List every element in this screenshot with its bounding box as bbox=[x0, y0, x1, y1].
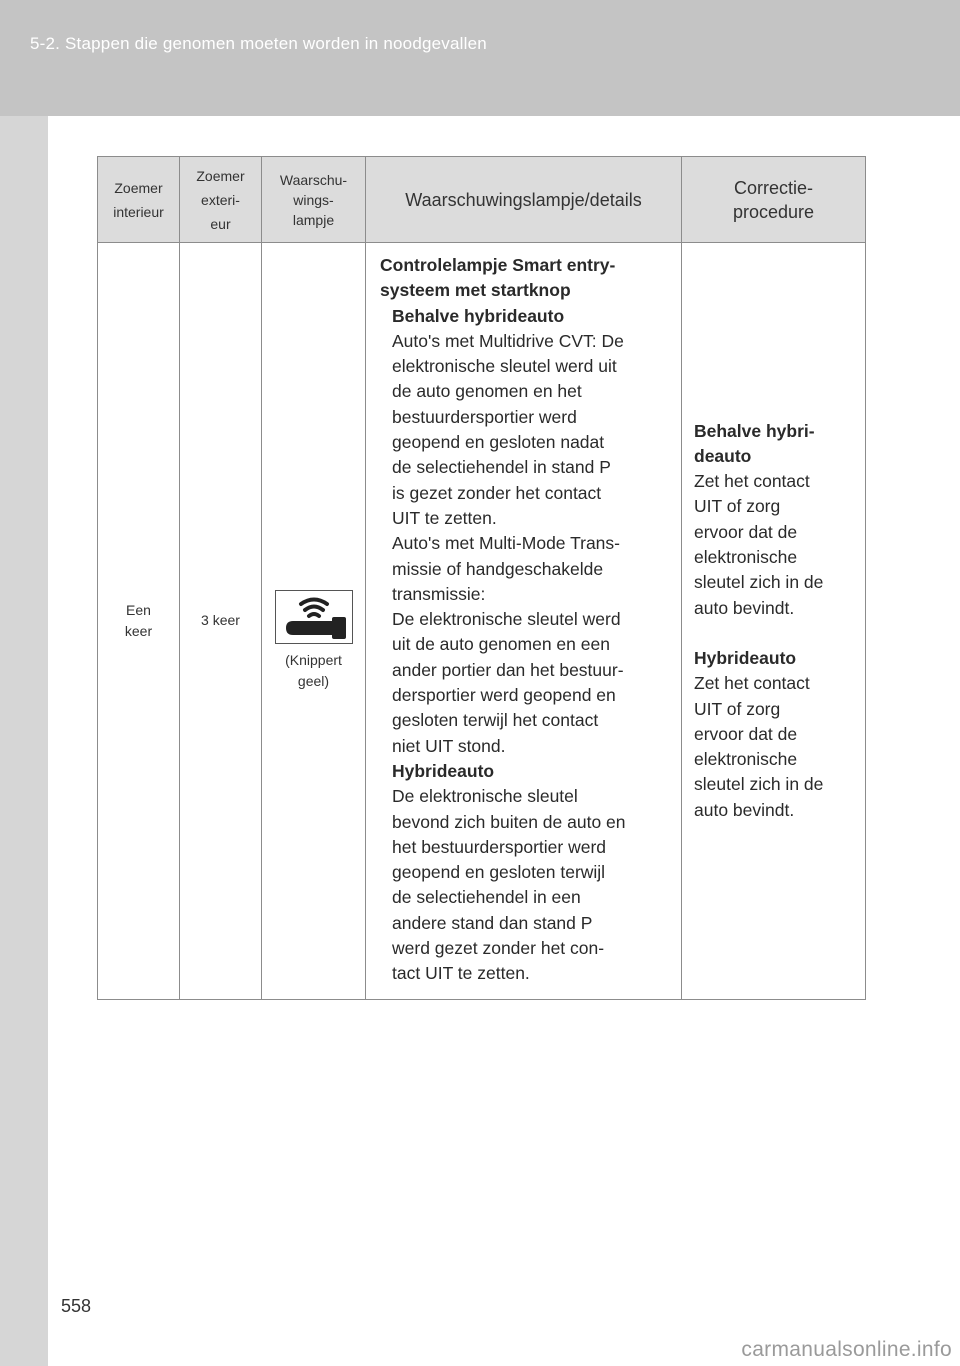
correction-line: ervoor dat de bbox=[694, 521, 798, 542]
correction-line: UIT of zorg bbox=[694, 698, 781, 719]
cell-line: 3 keer bbox=[201, 612, 240, 629]
correction-heading: Behalve hybri- bbox=[694, 420, 815, 441]
details-line: ander portier dan het bestuur- bbox=[392, 659, 624, 680]
details-line: tact UIT te zetten. bbox=[392, 963, 530, 984]
details-line: dersportier werd geopend en bbox=[392, 685, 616, 706]
details-subheading: Hybrideauto bbox=[392, 760, 495, 781]
header-correction bbox=[682, 157, 866, 243]
header-line: exteri- bbox=[201, 191, 240, 208]
interior-buzzer-cell bbox=[98, 243, 180, 1000]
header-line: eur bbox=[210, 215, 231, 232]
header-line: lampje bbox=[292, 211, 335, 228]
details-line: de selectiehendel in stand P bbox=[392, 457, 611, 478]
details-line: transmissie: bbox=[392, 583, 486, 604]
details-line: UIT te zetten. bbox=[392, 507, 497, 528]
details-section-hybrid bbox=[380, 759, 673, 987]
side-band bbox=[0, 116, 48, 1366]
details-line: missie of handgeschakelde bbox=[392, 558, 604, 579]
correction-line: sleutel zich in de bbox=[694, 572, 824, 593]
correction-line: elektronische bbox=[694, 749, 798, 770]
correction-line: ervoor dat de bbox=[694, 723, 798, 744]
details-title-line: Controlelampje Smart entry- bbox=[380, 255, 616, 275]
table-header-row bbox=[98, 157, 866, 243]
header-line: interieur bbox=[113, 203, 164, 220]
correction-cell bbox=[682, 243, 866, 1000]
correction-line: Zet het contact bbox=[694, 673, 810, 694]
page-number: 558 bbox=[61, 1296, 92, 1316]
cell-line: keer bbox=[124, 622, 153, 639]
correction-heading: deauto bbox=[694, 445, 752, 466]
details-line: De elektronische sleutel werd bbox=[392, 609, 621, 630]
header-warning-lamp bbox=[262, 157, 366, 243]
header-band bbox=[0, 0, 960, 116]
correction-line: elektronische bbox=[694, 547, 798, 568]
details-title-line: systeem met startknop bbox=[380, 280, 571, 301]
correction-line: Zet het contact bbox=[694, 471, 810, 492]
exterior-buzzer-cell bbox=[180, 243, 262, 1000]
details-line: Auto's met Multi-Mode Trans- bbox=[392, 533, 620, 554]
watermark: carmanualsonline.info bbox=[741, 1338, 952, 1361]
details-line: gesloten terwijl het contact bbox=[392, 710, 599, 731]
header-details: Waarschuwingslampje/details bbox=[366, 157, 682, 243]
details-line: het bestuurdersportier werd bbox=[392, 836, 606, 857]
section-title: 5-2. Stappen die genomen moeten worden in noodgevallen bbox=[30, 34, 487, 53]
correction-line: auto bevindt. bbox=[694, 597, 795, 618]
details-line: andere stand dan stand P bbox=[392, 912, 593, 933]
header-buzzer-interior bbox=[98, 157, 180, 243]
cell-line: Een bbox=[126, 601, 151, 618]
correction-line: sleutel zich in de bbox=[694, 774, 824, 795]
lamp-note-line: geel) bbox=[297, 672, 330, 689]
correction-line: UIT of zorg bbox=[694, 496, 781, 517]
details-line: de selectiehendel in een bbox=[392, 887, 581, 908]
table-row bbox=[98, 243, 866, 1000]
warning-lamp-cell bbox=[262, 243, 366, 1000]
details-line: elektronische sleutel werd uit bbox=[392, 356, 617, 377]
correction-heading: Hybrideauto bbox=[694, 647, 797, 668]
details-cell bbox=[366, 243, 682, 1000]
header-line: Correctie- bbox=[733, 177, 813, 198]
warning-table bbox=[97, 156, 866, 1000]
details-line: de auto genomen en het bbox=[392, 381, 582, 402]
details-subheading: Behalve hybrideauto bbox=[392, 305, 565, 326]
details-line: Auto's met Multidrive CVT: De bbox=[392, 330, 624, 351]
header-buzzer-exterior bbox=[180, 157, 262, 243]
correction-line: auto bevindt. bbox=[694, 799, 795, 820]
details-line: bevond zich buiten de auto en bbox=[392, 811, 626, 832]
details-line: niet UIT stond. bbox=[392, 735, 506, 756]
details-line: De elektronische sleutel bbox=[392, 786, 578, 807]
header-line: Waarschu- bbox=[279, 171, 348, 188]
details-line: werd gezet zonder het con- bbox=[392, 938, 605, 959]
details-line: geopend en gesloten nadat bbox=[392, 432, 605, 453]
lamp-note-line: (Knippert bbox=[285, 651, 342, 668]
details-line: is gezet zonder het contact bbox=[392, 482, 602, 503]
smart-key-warning-icon bbox=[275, 590, 353, 644]
details-line: bestuurdersportier werd bbox=[392, 406, 577, 427]
header-line: Zoemer bbox=[196, 167, 245, 184]
details-line: uit de auto genomen en een bbox=[392, 634, 610, 655]
header-line: wings- bbox=[293, 191, 334, 208]
details-line: geopend en gesloten terwijl bbox=[392, 862, 606, 883]
header-line: Zoemer bbox=[114, 179, 163, 196]
header-line: procedure bbox=[732, 201, 815, 222]
details-section-nonhybrid bbox=[380, 304, 673, 759]
